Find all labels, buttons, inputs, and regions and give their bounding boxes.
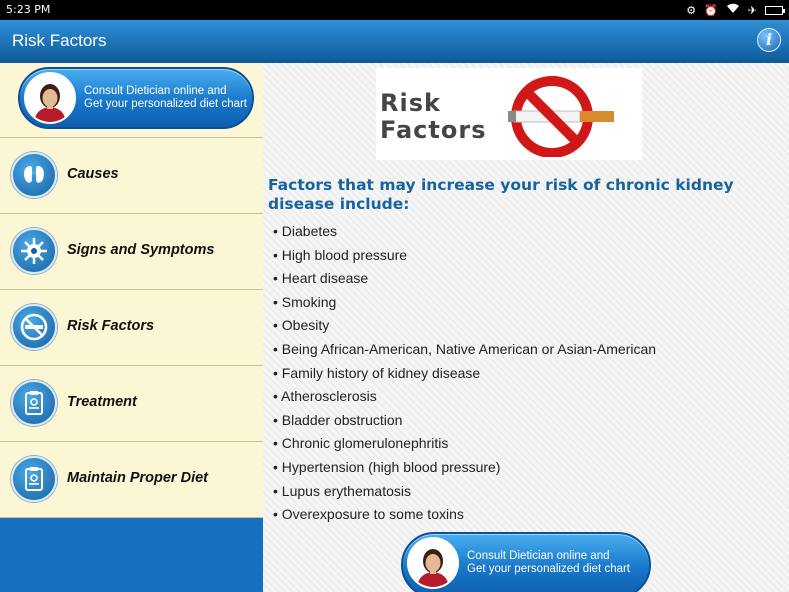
consult-dietician-panel	[0, 63, 263, 138]
info-icon[interactable]: i	[757, 28, 781, 52]
sidebar-item-label: Risk Factors	[67, 318, 155, 334]
sidebar	[0, 63, 263, 592]
sidebar-item-label: Signs and Symptoms	[67, 242, 215, 258]
page-title: Risk Factors	[12, 31, 107, 50]
no-smoking-sign-icon	[484, 71, 634, 157]
banner-title-line1: Risk	[380, 89, 441, 117]
airplane-icon: ✈	[747, 3, 757, 17]
sidebar-item-signs-and-symptoms[interactable]	[0, 214, 263, 290]
consult-line2: Get your personalized diet chart	[467, 563, 631, 575]
alarm-icon: ⏰	[704, 3, 718, 17]
list-item: • Lupus erythematosis	[273, 481, 656, 505]
list-item: • Bladder obstruction	[273, 410, 656, 434]
status-bar	[0, 0, 789, 20]
settings-icon: ⚙	[686, 3, 697, 17]
list-item: • Diabetes	[273, 221, 656, 245]
consult-line1: Consult Dietician online and	[467, 550, 610, 562]
consult-text	[467, 550, 630, 576]
banner-title	[380, 90, 487, 144]
app-bar	[0, 20, 789, 63]
sidebar-item-label: Causes	[67, 166, 119, 182]
list-item: • Hypertension (high blood pressure)	[273, 457, 656, 481]
banner-title-line2: Factors	[380, 116, 487, 144]
status-icons	[686, 3, 783, 17]
risk-factor-list	[273, 221, 656, 528]
sidebar-item-maintain-proper-diet[interactable]	[0, 442, 263, 518]
list-item: • Obesity	[273, 315, 656, 339]
sidebar-item-treatment[interactable]	[0, 366, 263, 442]
list-item: • Atherosclerosis	[273, 386, 656, 410]
consult-dietician-button[interactable]	[18, 67, 254, 129]
sidebar-item-label: Treatment	[67, 394, 137, 410]
kidney-icon	[11, 152, 57, 198]
consult-text	[84, 85, 247, 111]
virus-icon	[11, 228, 57, 274]
list-item: • Chronic glomerulonephritis	[273, 433, 656, 457]
status-time: 5:23 PM	[6, 3, 51, 16]
section-heading: Factors that may increase your risk of chronic kidney disease include:	[268, 176, 734, 213]
dietician-avatar	[24, 72, 76, 124]
consult-line1: Consult Dietician online and	[84, 85, 227, 97]
no-smoking-icon	[11, 304, 57, 350]
wifi-icon	[726, 3, 740, 17]
consult-line2: Get your personalized diet chart	[84, 98, 248, 110]
clipboard-icon	[11, 456, 57, 502]
clipboard-icon	[11, 380, 57, 426]
sidebar-item-causes[interactable]	[0, 138, 263, 214]
list-item: • Family history of kidney disease	[273, 363, 656, 387]
risk-factors-banner	[376, 68, 642, 160]
consult-dietician-button[interactable]	[401, 532, 651, 592]
list-item: • Overexposure to some toxins	[273, 504, 656, 528]
main-content	[263, 63, 789, 592]
list-item: • Smoking	[273, 292, 656, 316]
list-item: • Heart disease	[273, 268, 656, 292]
battery-icon	[765, 6, 783, 15]
list-item: • Being African-American, Native American or Asian-American	[273, 339, 656, 363]
list-item: • High blood pressure	[273, 245, 656, 269]
dietician-avatar	[407, 537, 459, 589]
sidebar-item-risk-factors[interactable]	[0, 290, 263, 366]
sidebar-item-label: Maintain Proper Diet	[67, 470, 208, 486]
